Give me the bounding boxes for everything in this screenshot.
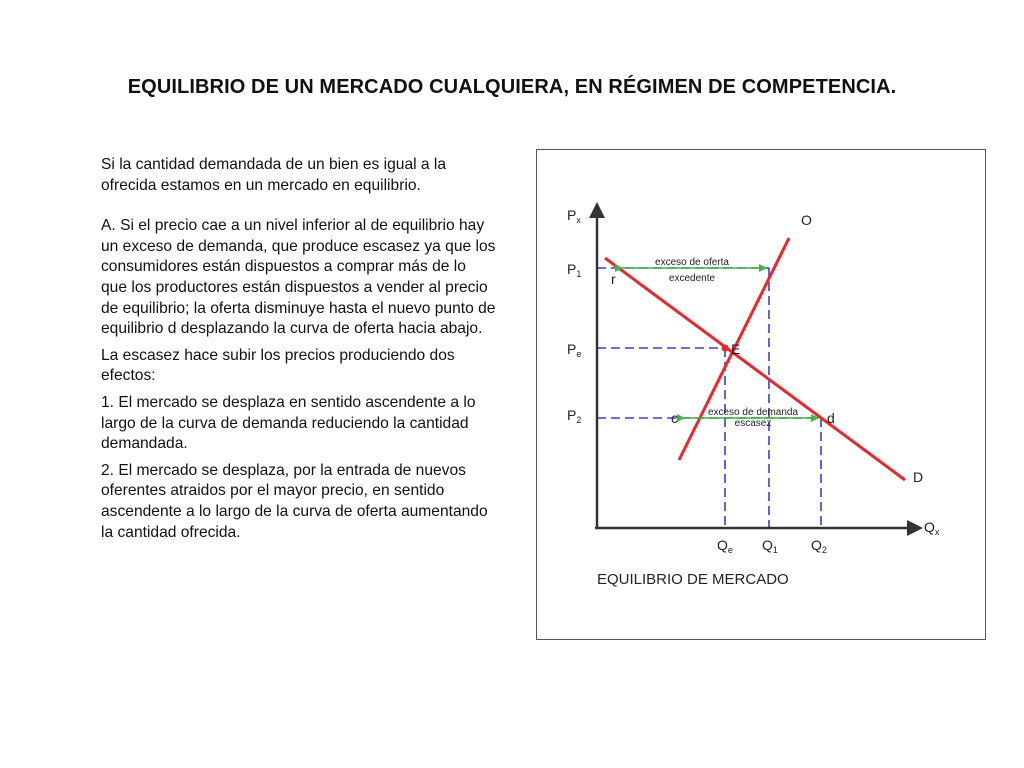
surplus-label-line1: exceso de oferta — [655, 257, 729, 268]
y-axis-label: $P_x$ — [567, 207, 581, 225]
demand-curve-label: D — [913, 469, 924, 485]
x-axis-label: $Q_x$ — [924, 519, 940, 537]
y-axis-arrow-icon — [589, 202, 605, 218]
paragraph-effect-1: 1. El mercado se desplaza en sentido ascendente a lo largo de la curva de demanda reduciendo la cantidad demandada. — [101, 393, 476, 453]
point-label-r: r — [611, 271, 616, 287]
quantity-label-q2: $Q_2$ — [811, 537, 827, 555]
market-equilibrium-figure — [536, 149, 986, 640]
body-text — [101, 155, 496, 543]
paragraph-effect-2: 2. El mercado se desplaza, por la entrada de nuevos oferentes atraidos por el mayor precio, en sentido ascendente a lo largo de la curva de oferta aumentando la cantidad ofrecida. — [101, 461, 488, 541]
demand-curve — [605, 258, 905, 480]
quantity-label-qe: $Q_e$ — [717, 537, 733, 555]
point-label-e: E — [731, 341, 741, 357]
paragraph-price-drop: A. Si el precio cae a un nivel inferior al de equilibrio hay un exceso de demanda, que produce escasez ya que los consumidores están dispuestos a comprar más de lo que los productores están dispuestos a vender al precio de equilibrio; la oferta disminuye hasta el nuevo punto de equilibrio d desplazando la curva de oferta hacia abajo. — [101, 217, 496, 338]
point-label-c: c — [671, 410, 678, 426]
x-axis-arrow-icon — [907, 520, 923, 536]
slide-title: EQUILIBRIO DE UN MERCADO CUALQUIERA, EN RÉGIMEN DE COMPETENCIA. — [127, 76, 897, 98]
paragraph-equilibrium: Si la cantidad demandada de un bien es igual a la ofrecida estamos en un mercado en equilibrio. — [101, 156, 447, 194]
market-equilibrium-diagram — [537, 150, 987, 641]
price-label-p1: $P_1$ — [567, 261, 582, 279]
quantity-label-q1: $Q_1$ — [762, 537, 778, 555]
price-label-p2: $P_2$ — [567, 407, 582, 425]
shortage-label-line1: exceso de demanda — [707, 407, 799, 418]
point-label-d: d — [827, 410, 835, 426]
paragraph-scarcity: La escasez hace subir los precios produciendo dos efectos: — [101, 346, 455, 385]
shortage-label-line2: escasez — [734, 418, 772, 429]
supply-curve-label: O — [801, 212, 812, 228]
equilibrium-point — [722, 345, 729, 352]
diagram-caption: EQUILIBRIO DE MERCADO — [597, 571, 789, 588]
price-label-pe: $P_e$ — [567, 341, 582, 359]
surplus-label-line2: excedente — [668, 273, 716, 284]
